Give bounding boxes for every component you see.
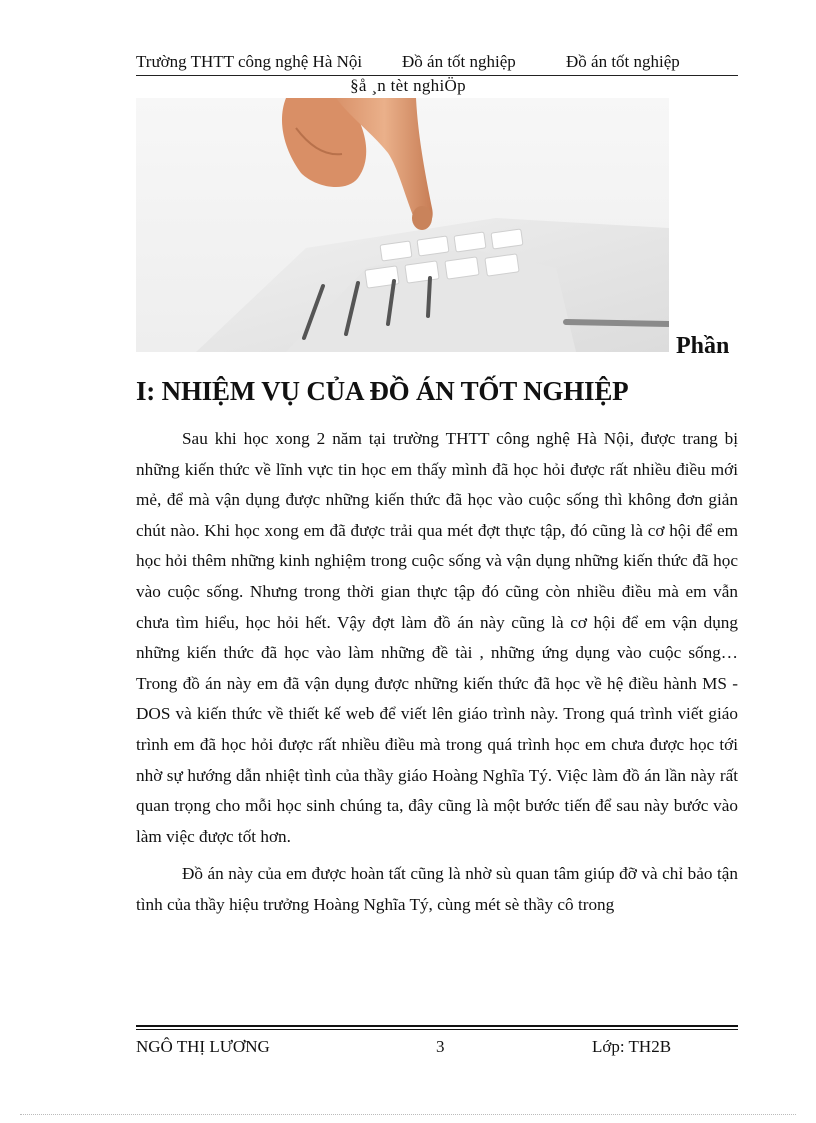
header-project-title: Đồ án tốt nghiệp <box>402 52 516 71</box>
hand-pressing-keyboard-photo <box>136 98 669 352</box>
header-project-title-repeat: Đồ án tốt nghiệp <box>566 52 680 71</box>
part-label: Phần <box>676 333 730 359</box>
page-bottom-border <box>20 1114 796 1115</box>
paragraph: Đồ án này của em được hoàn tất cũng là nhờ sù quan tâm giúp đỡ và chỉ bảo tận tình của thầy hiệu trưởng Hoàng Nghĩa Tý, cùng mét sè thầy cô trong <box>136 864 738 914</box>
page-footer <box>136 1037 738 1061</box>
footer-author: NGÔ THỊ LƯƠNG <box>136 1037 270 1056</box>
paragraph: Sau khi học xong 2 năm tại trường THTT công nghệ Hà Nội, được trang bị những kiến thức về lĩnh vực tin học em thấy mình đã học hỏi được rất nhiều điều mới mẻ, để mà vận dụng được những kiến thức đã học vào cuộc sống thì không đơn giản chút nào. Khi học xong em đã được trải qua mét đợt thực tập, đó cũng là cơ hội để em học hỏi thêm những kinh nghiệm trong cuộc sống và vận dụng những kiến thức đã học vào cuộc sống. Nhưng trong thời gian thực tập đó cũng còn nhiều điều mà em vẫn chưa tìm hiểu, học hỏi hết. Vậy đợt làm đồ án này cũng là cơ hội để em vận dụng những kiến thức đã học vào làm những đề tài , những ứng dụng vào cuộc sống… Trong đồ án này em đã vận dụng được những kiến thức đã học về hệ điều hành MS - DOS và kiến thức về thiết kế web để viết lên giáo trình này. Trong quá trình viết giáo trình em đã học hỏi được rất nhiều điều mà trong quá trình học em chưa được học tới nhờ sự hướng dẫn nhiệt tình của thầy giáo Hoàng Nghĩa Tý. Việc làm đồ án lần này rất quan trọng cho mỗi học sinh chúng ta, đây cũng là một bước tiến để sau này bước vào làm việc được tốt hơn. <box>136 429 738 846</box>
section-title: I: NHIỆM VỤ CỦA ĐỒ ÁN TỐT NGHIỆP <box>136 376 629 406</box>
page-header <box>136 52 738 76</box>
footer-class: Lớp: TH2B <box>592 1037 672 1056</box>
footer-divider-thin <box>136 1029 738 1030</box>
footer-divider <box>136 1025 738 1027</box>
page-number: 3 <box>436 1037 445 1056</box>
header-school: Trường THTT công nghệ Hà Nội <box>136 52 363 71</box>
header-subtitle: §å ¸n tèt nghiÖp <box>350 76 466 95</box>
body-text <box>136 424 738 928</box>
